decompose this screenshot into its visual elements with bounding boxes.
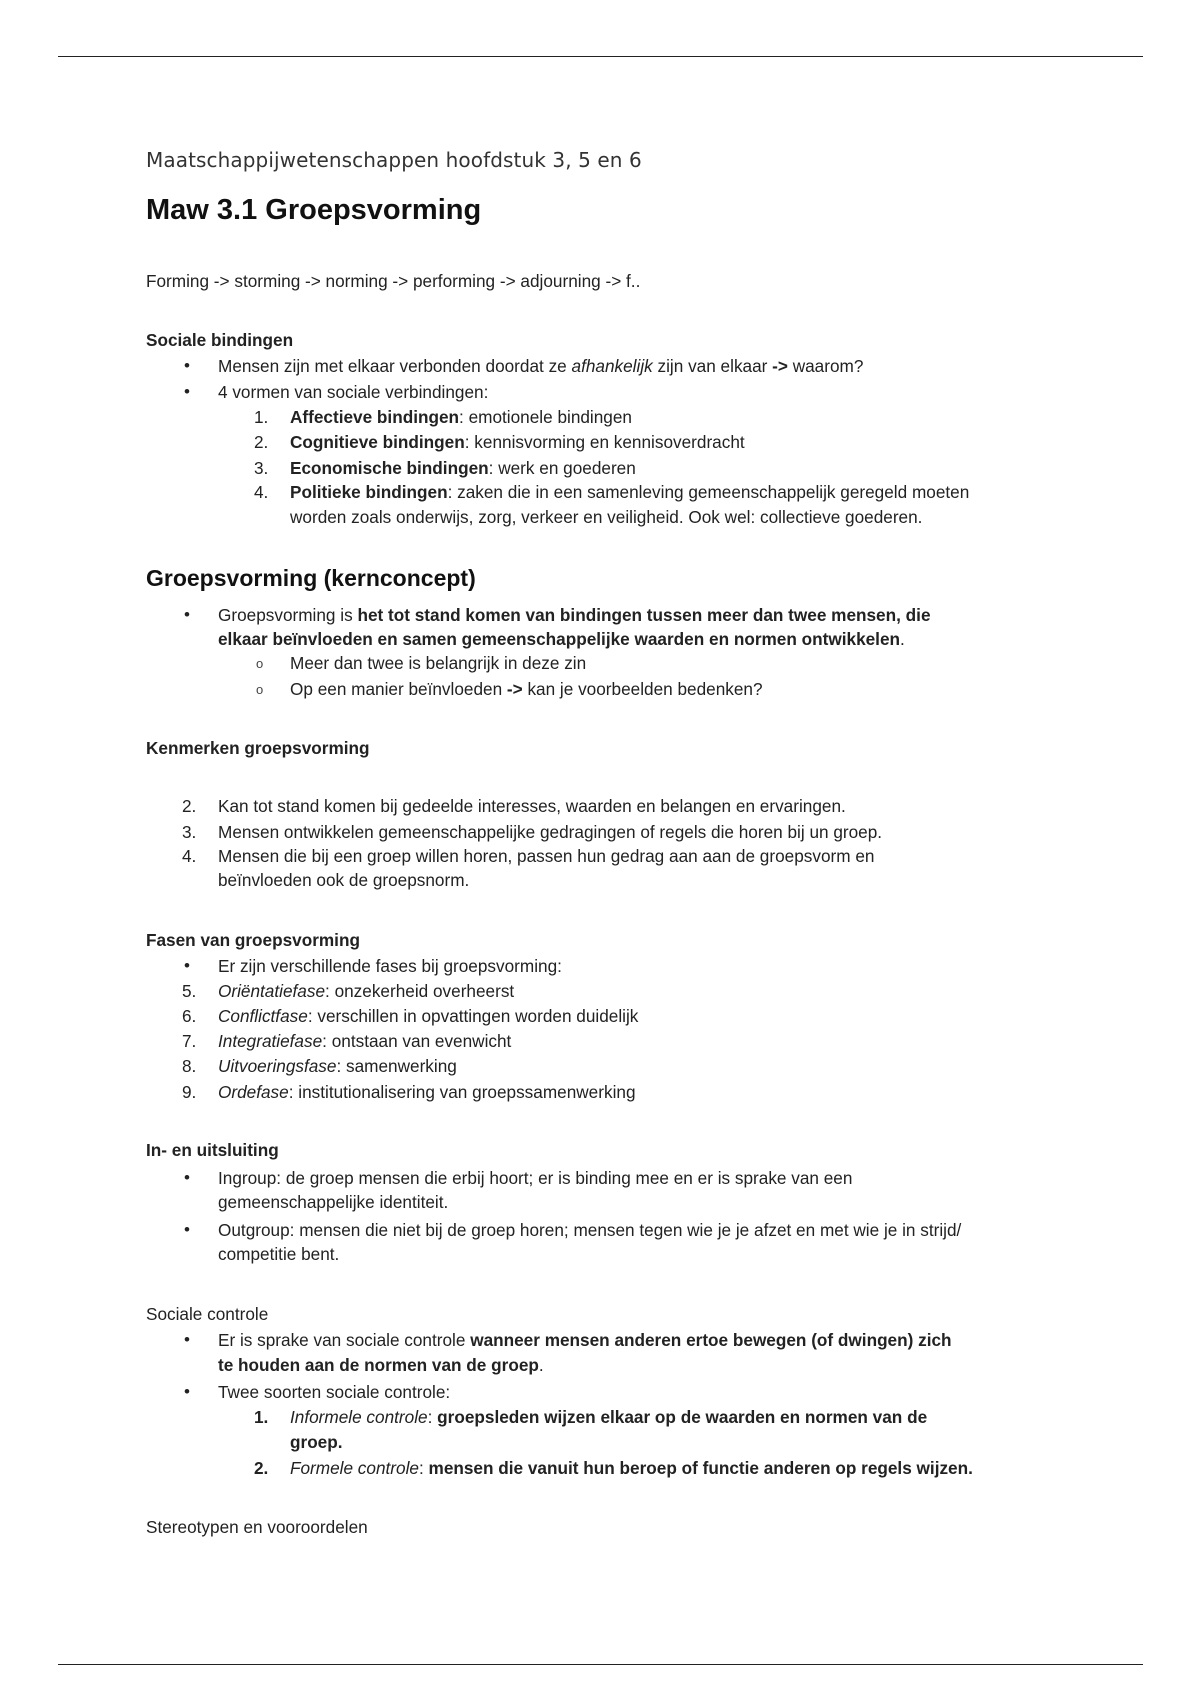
- bullet-item: Twee soorten sociale controle:: [218, 1382, 451, 1402]
- bullet-icon: •: [184, 1382, 190, 1401]
- bullet-item: Ingroup: de groep mensen die erbij hoort; er is binding mee en er is sprake van een: [218, 1168, 853, 1188]
- list-number: 1.: [254, 1407, 269, 1427]
- list-item: Ordefase: institutionalisering van groepssamenwerking: [218, 1082, 636, 1102]
- bullet-icon: •: [184, 1330, 190, 1349]
- list-number: 7.: [182, 1031, 197, 1051]
- list-number: 1.: [254, 407, 269, 427]
- bullet-icon: •: [184, 1168, 190, 1187]
- section-heading-in-uitsluiting: In- en uitsluiting: [146, 1140, 279, 1160]
- bullet-item: 4 vormen van sociale verbindingen:: [218, 382, 489, 402]
- list-number: 4.: [254, 482, 269, 502]
- list-item: Mensen die bij een groep willen horen, passen hun gedrag aan aan de groepsvorm en: [218, 846, 875, 866]
- page-title: Maw 3.1 Groepsvorming: [146, 194, 482, 226]
- bullet-item-continuation: competitie bent.: [218, 1244, 340, 1264]
- list-number: 2.: [182, 796, 197, 816]
- list-item: Cognitieve bindingen: kennisvorming en kennisoverdracht: [290, 432, 745, 452]
- circle-bullet-icon: o: [256, 656, 264, 671]
- list-number: 6.: [182, 1006, 197, 1026]
- list-item: Conflictfase: verschillen in opvattingen worden duidelijk: [218, 1006, 639, 1026]
- list-number: 8.: [182, 1056, 197, 1076]
- bullet-icon: •: [184, 356, 190, 375]
- list-item-continuation: worden zoals onderwijs, zorg, verkeer en veiligheid. Ook wel: collectieve goederen.: [290, 507, 923, 527]
- circle-bullet-icon: o: [256, 682, 264, 697]
- sub-bullet-item: Meer dan twee is belangrijk in deze zin: [290, 653, 587, 673]
- header-rule: [58, 56, 1143, 57]
- list-item: Integratiefase: ontstaan van evenwicht: [218, 1031, 512, 1051]
- list-item: Affectieve bindingen: emotionele bindingen: [290, 407, 632, 427]
- list-number: 3.: [182, 822, 197, 842]
- bullet-item-continuation: te houden aan de normen van de groep.: [218, 1355, 544, 1375]
- bullet-icon: •: [184, 956, 190, 975]
- list-number: 9.: [182, 1082, 197, 1102]
- bullet-item: Er is sprake van sociale controle wanneer mensen anderen ertoe bewegen (of dwingen) zich: [218, 1330, 952, 1350]
- bullet-icon: •: [184, 1220, 190, 1239]
- definition-line: elkaar beïnvloeden en samen gemeenschappelijke waarden en normen ontwikkelen.: [218, 629, 905, 649]
- bullet-item: Mensen zijn met elkaar verbonden doordat ze afhankelijk zijn van elkaar -> waarom?: [218, 356, 864, 376]
- bullet-item-continuation: gemeenschappelijke identiteit.: [218, 1192, 449, 1212]
- sub-bullet-item: Op een manier beïnvloeden -> kan je voorbeelden bedenken?: [290, 679, 763, 699]
- list-item: Formele controle: mensen die vanuit hun beroep of functie anderen op regels wijzen.: [290, 1458, 973, 1478]
- list-item: Uitvoeringsfase: samenwerking: [218, 1056, 457, 1076]
- footer-rule: [58, 1664, 1143, 1665]
- list-item-continuation: beïnvloeden ook de groepsnorm.: [218, 870, 470, 890]
- list-item: Economische bindingen: werk en goederen: [290, 458, 636, 478]
- list-item-continuation: groep.: [290, 1432, 343, 1452]
- bullet-icon: •: [184, 382, 190, 401]
- list-number: 2.: [254, 1458, 269, 1478]
- bullet-item: Er zijn verschillende fases bij groepsvorming:: [218, 956, 562, 976]
- list-number: 4.: [182, 846, 197, 866]
- section-heading-stereotypen: Stereotypen en vooroordelen: [146, 1517, 368, 1537]
- bullet-icon: •: [184, 605, 190, 624]
- list-number: 3.: [254, 458, 269, 478]
- list-number: 5.: [182, 981, 197, 1001]
- section-heading-groepsvorming: Groepsvorming (kernconcept): [146, 565, 476, 591]
- list-item: Oriëntatiefase: onzekerheid overheerst: [218, 981, 515, 1001]
- section-heading-sociale-controle: Sociale controle: [146, 1304, 269, 1324]
- bullet-item: Outgroup: mensen die niet bij de groep horen; mensen tegen wie je je afzet en met wie je in strijd/: [218, 1220, 962, 1240]
- section-heading-fasen: Fasen van groepsvorming: [146, 930, 360, 950]
- document-subtitle: Maatschappijwetenschappen hoofdstuk 3, 5 en 6: [146, 148, 642, 172]
- section-heading-sociale-bindingen: Sociale bindingen: [146, 330, 294, 350]
- list-item: Informele controle: groepsleden wijzen elkaar op de waarden en normen van de: [290, 1407, 928, 1427]
- list-item: Politieke bindingen: zaken die in een samenleving gemeenschappelijk geregeld moeten: [290, 482, 970, 502]
- list-item: Mensen ontwikkelen gemeenschappelijke gedragingen of regels die horen bij un groep.: [218, 822, 883, 842]
- phases-line: Forming -> storming -> norming -> performing -> adjourning -> f..: [146, 271, 641, 291]
- list-number: 2.: [254, 432, 269, 452]
- section-heading-kenmerken: Kenmerken groepsvorming: [146, 738, 370, 758]
- definition-line: Groepsvorming is het tot stand komen van bindingen tussen meer dan twee mensen, die: [218, 605, 931, 625]
- list-item: Kan tot stand komen bij gedeelde interesses, waarden en belangen en ervaringen.: [218, 796, 846, 816]
